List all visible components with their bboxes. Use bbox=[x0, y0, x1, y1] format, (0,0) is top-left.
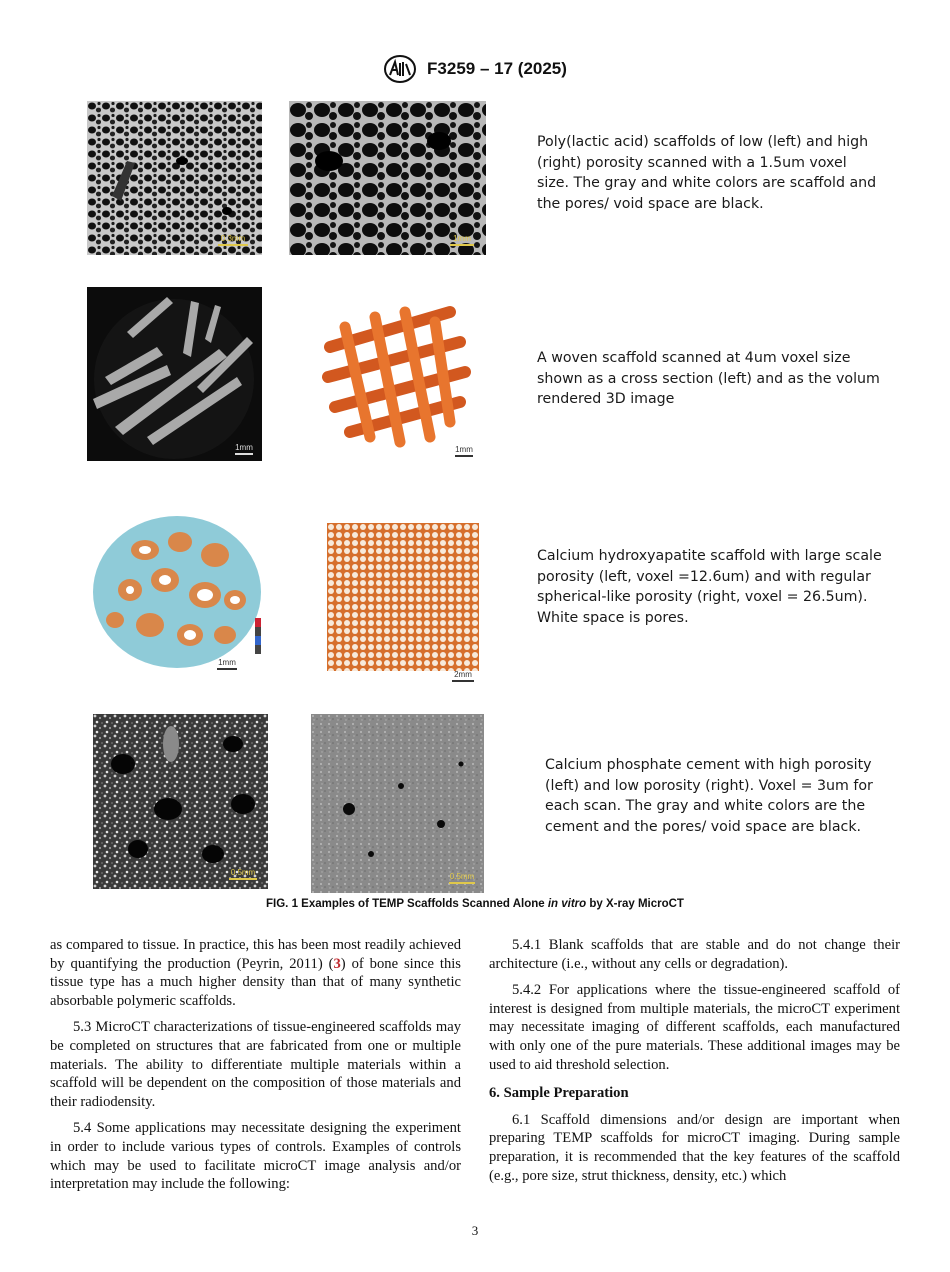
right-column bbox=[489, 936, 900, 1193]
paragraph: 6.1 Scaffold dimensions and/or design are important when preparing TEMP scaffolds for microCT imaging. During sample preparation, it is recommended that the key features of the scaffold (e.g., pore size, strut thickness, density, etc.) which bbox=[489, 1111, 900, 1184]
panel-description: Calcium hydroxyapatite scaffold with large scale porosity (left, voxel =12.6um) and with regular spherical-like porosity (right, voxel = 26.5um). White space is pores. bbox=[537, 548, 882, 626]
standard-designation: F3259 – 17 (2025) bbox=[427, 59, 567, 78]
paragraph: as compared to tissue. In practice, this has been most readily achieved by quantifying the production (Peyrin, 2011) (3) of bone since this tissue type has a much higher density than that of many synthetic absorbable polymeric scaffolds. bbox=[50, 937, 461, 1009]
panel-description: Calcium phosphate cement with high porosity (left) and low porosity (right). Voxel = 3um for each scan. The gray and white colors are the cement and the pores/ void space are black. bbox=[545, 757, 873, 835]
scale-label: 1mm bbox=[235, 443, 253, 452]
cement-low-porosity-image bbox=[311, 714, 484, 893]
hydroxyapatite-spherical-pore-image bbox=[327, 523, 479, 683]
page-number: 3 bbox=[471, 1223, 479, 1238]
scale-label: 1mm bbox=[455, 445, 473, 454]
paragraph: 5.4.1 Blank scaffolds that are stable and do not change their architecture (i.e., without any cells or degradation). bbox=[489, 937, 900, 972]
scale-label: 0.3mm bbox=[220, 234, 246, 243]
pla-high-porosity-image bbox=[289, 101, 486, 255]
paragraph: 5.4 Some applications may necessitate designing the experiment in order to include various types of controls. Examples of controls which may be used to facilitate microCT image analysis and/or interpretation may include the following: bbox=[50, 1120, 461, 1193]
scale-label: 2mm bbox=[454, 670, 472, 679]
page-header bbox=[0, 54, 950, 84]
paragraph: 5.3 MicroCT characterizations of tissue-engineered scaffolds may be completed on structures that are fabricated from one or multiple materials. The ability to differentiate multiple materials within a scaffold will be dependent on the composition of those materials and their radiodensity. bbox=[50, 1019, 461, 1110]
pla-low-porosity-image bbox=[87, 101, 262, 255]
hydroxyapatite-large-pore-image bbox=[85, 510, 270, 674]
left-column bbox=[50, 936, 461, 1202]
panel-description: Poly(lactic acid) scaffolds of low (left) and high (right) porosity scanned with a 1.5um voxel size. The gray and white colors are scaffold and the pores/ void space are black. bbox=[537, 134, 877, 212]
scale-label: 0.5mm bbox=[230, 868, 256, 877]
reference-link[interactable]: 3 bbox=[333, 955, 341, 972]
paragraph: 5.4.2 For applications where the tissue-engineered scaffold of interest is designed from multiple materials, the microCT experiment may necessitate imaging of different scaffolds, each manufactured with only one of the pure materials. These additional images may be used to aid threshold selection. bbox=[489, 982, 900, 1073]
scale-label: 1mm bbox=[218, 658, 236, 667]
figure-caption: FIG. 1 Examples of TEMP Scaffolds Scanned Alone in vitro by X-ray MicroCT bbox=[266, 898, 684, 910]
panel-description: A woven scaffold scanned at 4um voxel size shown as a cross section (left) and as the volum rendered 3D image bbox=[537, 350, 880, 407]
scale-label: 0.5mm bbox=[449, 872, 475, 881]
cement-high-porosity-image bbox=[93, 714, 268, 889]
scale-label: 1mm bbox=[453, 234, 471, 243]
section-heading: 6. Sample Preparation bbox=[489, 1085, 629, 1102]
astm-logo-icon bbox=[383, 54, 417, 84]
woven-3d-render-image bbox=[300, 287, 480, 465]
woven-cross-section-image bbox=[87, 287, 262, 461]
